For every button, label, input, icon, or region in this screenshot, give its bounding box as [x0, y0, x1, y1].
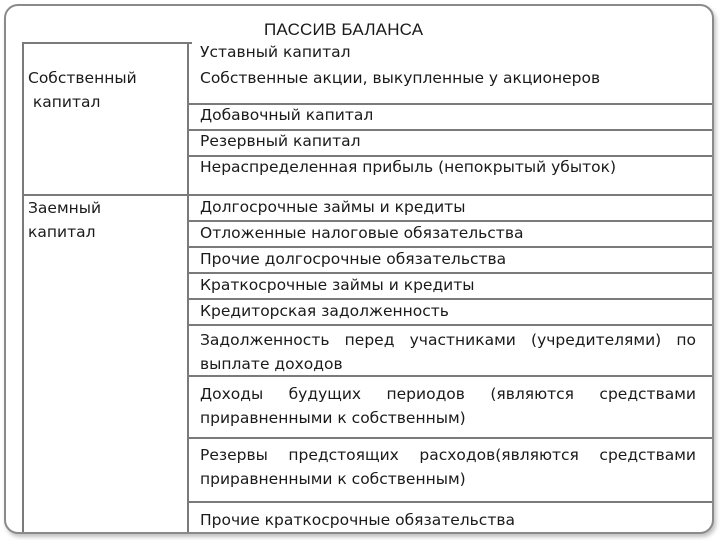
equity-item: Добавочный капитал	[200, 106, 374, 124]
debt-item: Кредиторская задолженность	[200, 302, 449, 320]
row-divider	[187, 501, 714, 503]
row-divider	[22, 42, 192, 44]
column-divider	[22, 42, 24, 534]
table-title: ПАССИВ БАЛАНСА	[264, 20, 424, 39]
debt-item: Доходы будущих периодов (являются средствами приравненными к собственным)	[200, 385, 696, 427]
debt-section-label: Заемный капитал	[28, 199, 102, 241]
debt-item: Прочие долгосрочные обязательства	[200, 250, 507, 268]
debt-item: Отложенные налоговые обязательства	[200, 224, 524, 242]
equity-item: Нераспределенная прибыль (непокрытый убыток)	[200, 158, 617, 176]
equity-item: Уставный капитал	[200, 43, 351, 61]
debt-item: Задолженность перед участниками (учредителями) по выплате доходов	[200, 331, 696, 373]
row-divider	[187, 324, 714, 326]
equity-item: Собственные акции, выкупленные у акционеров	[200, 69, 601, 87]
equity-section-label: Собственный капитал	[28, 69, 137, 111]
debt-item: Краткосрочные займы и кредиты	[200, 276, 475, 294]
row-divider	[187, 437, 714, 439]
equity-item: Резервный капитал	[200, 132, 361, 150]
column-divider	[187, 42, 189, 534]
debt-item: Резервы предстоящих расходов(являются средствами приравненными к собственным)	[200, 446, 696, 488]
balance-table-frame	[4, 4, 714, 534]
debt-item: Прочие краткосрочные обязательства	[200, 511, 515, 529]
debt-item: Долгосрочные займы и кредиты	[200, 198, 466, 216]
